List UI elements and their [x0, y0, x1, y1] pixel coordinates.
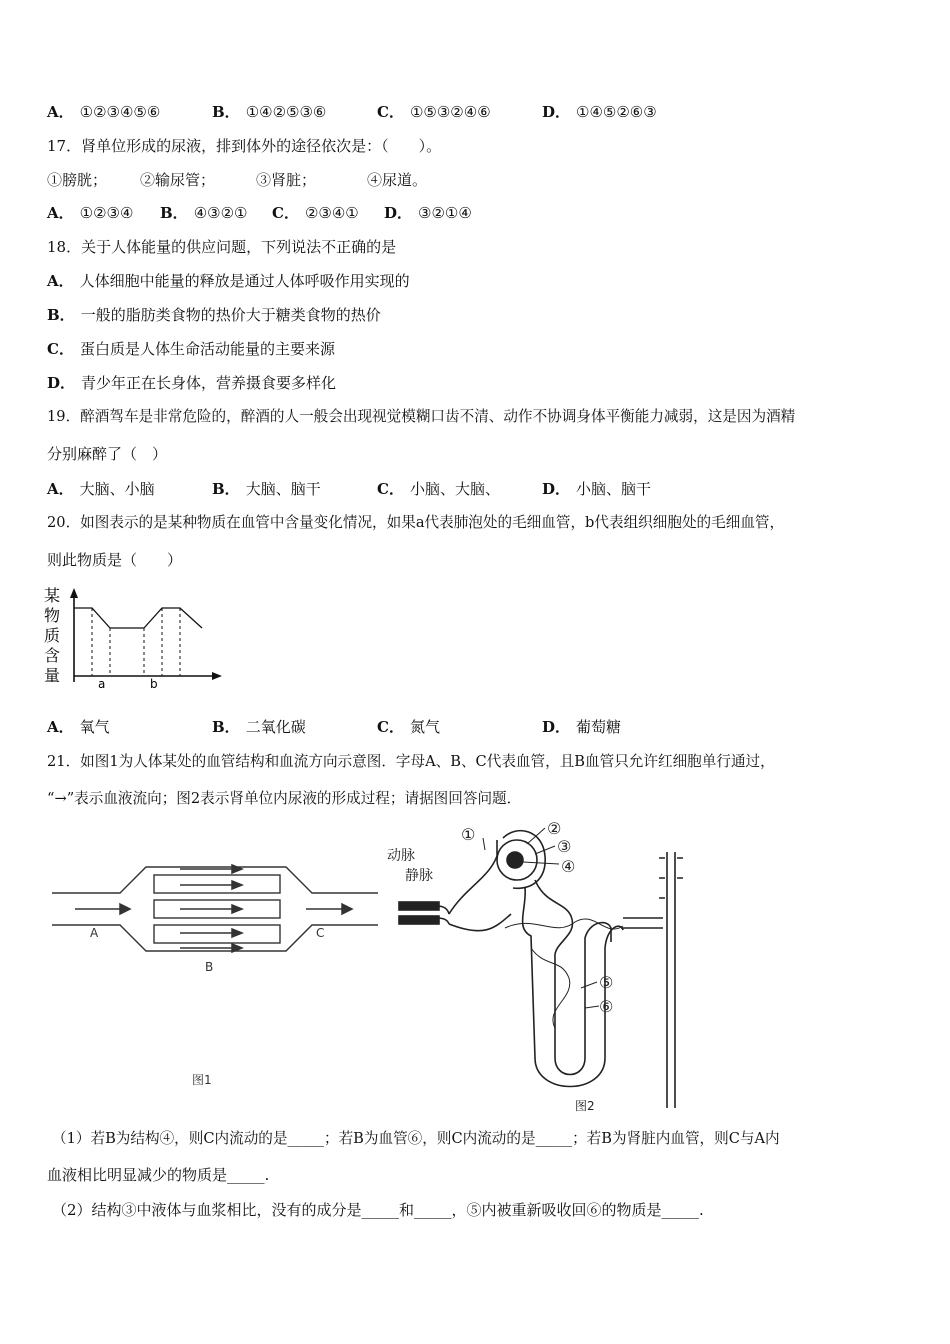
q17-option-a: A． ①②③④: [47, 204, 134, 222]
q16-option-b: B． ①④②⑤③⑥: [212, 103, 327, 121]
q21-sub1-line2: 血液相比明显减少的物质是_____.: [47, 1166, 270, 1184]
q18-option-a: A． 人体细胞中能量的释放是通过人体呼吸作用实现的: [47, 272, 410, 290]
q16-option-a: A． ①②③④⑤⑥: [47, 103, 161, 121]
q16-option-d: D． ①④⑤②⑥③: [542, 103, 657, 121]
q20-option-a: A． 氧气: [47, 718, 110, 736]
q21-sub2: （2）结构③中液体与血浆相比，没有的成分是_____和_____，⑤内被重新吸收回⑥的物质是_____.: [52, 1201, 704, 1219]
fig2-label-3: ③: [557, 837, 572, 856]
q21-stem-line2: “→”表示血液流向；图2表示肾单位内尿液的形成过程；请据图回答问题．: [47, 790, 522, 807]
q17-option-c: C． ②③④①: [272, 204, 359, 222]
q16-option-c: C． ①⑤③②④⑥: [377, 103, 491, 121]
q19-stem-line2: 分别麻醉了（ ）: [47, 445, 168, 463]
q17-stem: 17．肾单位形成的尿液，排到体外的途径依次是：（ ）。: [47, 137, 442, 155]
fig2-vein: 静脉: [405, 868, 433, 884]
q20-stem-line2: 则此物质是（ ）: [47, 551, 183, 569]
q20-content-line: [74, 608, 202, 628]
fig2-label-2: ②: [547, 819, 562, 838]
q18-stem: 18．关于人体能量的供应问题，下列说法不正确的是: [47, 238, 397, 256]
q17-item-2: ②输尿管；: [140, 171, 216, 189]
q21-figure2: [385, 818, 695, 1118]
q17-item-3: ③肾脏；: [256, 171, 317, 189]
q21-stem-line1: 21．如图1为人体某处的血管结构和血流方向示意图．字母A、B、C代表血管，且B血管只允许红细胞单行通过，: [47, 753, 775, 770]
q19-option-c: C． 小脑、大脑、: [377, 480, 500, 498]
q18-option-b: B． 一般的脂肪类食物的热价大于糖类食物的热价: [47, 306, 381, 324]
fig1-label-a: A: [90, 926, 99, 940]
q21-figure1: [50, 855, 380, 1095]
q20-ylabel-char: 质: [44, 626, 61, 645]
q20-chart: [40, 584, 230, 694]
q19-stem-line1: 19．醉酒驾车是非常危险的，醉酒的人一般会出现视觉模糊口齿不清、动作不协调身体平衡能力减弱，这是因为酒精: [47, 408, 796, 425]
q17-item-4: ④尿道。: [367, 171, 428, 189]
q20-option-d: D． 葡萄糖: [542, 718, 622, 736]
q19-option-d: D． 小脑、脑干: [542, 480, 652, 498]
fig2-artery: 动脉: [387, 848, 415, 864]
q17-option-d: D． ③②①④: [384, 204, 472, 222]
q20-label-b: b: [150, 677, 158, 691]
fig2-caption: 图2: [575, 1099, 595, 1113]
q17-option-b: B． ④③②①: [160, 204, 248, 222]
q19-option-b: B． 大脑、脑干: [212, 480, 321, 498]
q20-label-a: a: [98, 677, 106, 691]
q17-item-1: ①膀胱；: [47, 171, 108, 189]
q18-option-c: C． 蛋白质是人体生命活动能量的主要来源: [47, 340, 335, 358]
q20-ylabel-char: 物: [44, 606, 61, 625]
q21-sub1-line1: （1）若B为结构④，则C内流动的是_____；若B为血管⑥，则C内流动的是_____；若B为肾脏内血管，则C与A内: [52, 1130, 780, 1147]
q19-option-a: A． 大脑、小脑: [47, 480, 155, 498]
q20-ylabel-char: 量: [44, 666, 61, 685]
fig1-caption: 图1: [192, 1073, 212, 1087]
fig1-label-b: B: [205, 960, 214, 974]
fig1-label-c: C: [316, 926, 325, 940]
q20-x-arrow: [212, 672, 222, 680]
q20-ylabel-char: 含: [44, 646, 61, 665]
fig2-label-1: ①: [461, 825, 476, 844]
q20-stem-line1: 20．如图表示的是某种物质在血管中含量变化情况，如果a代表肺泡处的毛细血管，b代表组织细胞处的毛细血管，: [47, 514, 785, 531]
q18-option-d: D． 青少年正在长身体，营养摄食要多样化: [47, 374, 337, 392]
q20-option-b: B． 二氧化碳: [212, 718, 306, 736]
q20-option-c: C． 氮气: [377, 718, 440, 736]
q20-ylabel-char: 某: [44, 586, 61, 605]
q20-y-arrow: [70, 588, 78, 598]
fig2-label-5: ⑤: [599, 973, 614, 992]
fig2-label-4: ④: [561, 857, 576, 876]
fig2-label-6: ⑥: [599, 997, 614, 1016]
